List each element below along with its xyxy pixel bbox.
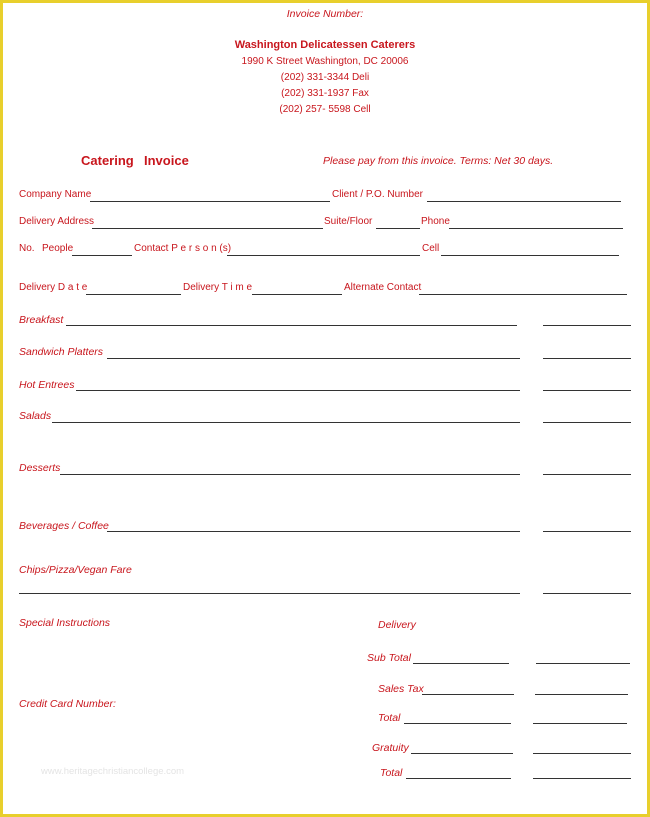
watermark-text: www.heritagechristiancollege.com (41, 766, 185, 777)
phone-deli: (202) 331-3344 Deli (280, 72, 370, 83)
item-desserts-line[interactable] (60, 474, 520, 475)
suite-floor-label: Suite/Floor (324, 216, 373, 227)
delivery-time-line[interactable] (252, 294, 342, 295)
item-hot-entrees-label: Hot Entrees (19, 379, 75, 391)
title-invoice: Invoice (144, 153, 189, 168)
sales-tax-line[interactable] (422, 694, 514, 695)
delivery-time-label: Delivery T i m e (183, 282, 253, 293)
contact-person-label: Contact P e r s o n (s) (134, 243, 232, 254)
sub-total-amount-line[interactable] (536, 663, 630, 664)
item-salads-label: Salads (19, 410, 52, 422)
gratuity-amount-line[interactable] (533, 753, 631, 754)
client-po-line[interactable] (427, 201, 621, 202)
no-label: No. (19, 243, 35, 254)
item-beverages-line[interactable] (107, 531, 520, 532)
company-name-heading: Washington Delicatessen Caterers (234, 39, 416, 51)
item-breakfast-amount-line[interactable] (543, 325, 631, 326)
sales-tax-label: Sales Tax (378, 683, 424, 695)
item-chips-pizza-vegan-line[interactable] (19, 593, 520, 594)
final-total-label: Total (380, 767, 403, 779)
people-line[interactable] (72, 255, 132, 256)
contact-person-line[interactable] (227, 255, 420, 256)
item-breakfast-label: Breakfast (19, 314, 64, 326)
delivery-date-line[interactable] (86, 294, 181, 295)
delivery-date-label: Delivery D a t e (19, 282, 88, 293)
delivery-label: Delivery (378, 619, 416, 631)
sub-total-line[interactable] (413, 663, 509, 664)
payment-terms: Please pay from this invoice. Terms: Net 30 days. (323, 155, 554, 167)
people-label: People (42, 243, 74, 254)
item-sandwich-platters-line[interactable] (107, 358, 520, 359)
title-catering: Catering (81, 153, 134, 168)
total-label: Total (378, 712, 401, 724)
item-desserts-label: Desserts (19, 462, 61, 474)
item-sandwich-platters-label: Sandwich Platters (19, 346, 104, 358)
client-po-label: Client / P.O. Number (332, 189, 423, 200)
item-chips-pizza-vegan-label: Chips/Pizza/Vegan Fare (19, 564, 132, 576)
total-amount-line[interactable] (533, 723, 627, 724)
phone-line[interactable] (449, 228, 623, 229)
item-desserts-amount-line[interactable] (543, 474, 631, 475)
item-sandwich-platters-amount-line[interactable] (543, 358, 631, 359)
item-chips-pizza-vegan-amount-line[interactable] (543, 593, 631, 594)
invoice-number-label: Invoice Number: (286, 8, 364, 20)
total-line[interactable] (404, 723, 511, 724)
alternate-contact-label: Alternate Contact (344, 282, 422, 293)
phone-label: Phone (421, 216, 450, 227)
alternate-contact-line[interactable] (419, 294, 627, 295)
item-hot-entrees-line[interactable] (76, 390, 520, 391)
item-salads-amount-line[interactable] (543, 422, 631, 423)
item-hot-entrees-amount-line[interactable] (543, 390, 631, 391)
delivery-address-line[interactable] (92, 228, 323, 229)
item-beverages-label: Beverages / Coffee (19, 520, 109, 532)
item-breakfast-line[interactable] (66, 325, 517, 326)
sub-total-label: Sub Total (367, 652, 411, 664)
item-beverages-amount-line[interactable] (543, 531, 631, 532)
item-salads-line[interactable] (52, 422, 520, 423)
company-name-line[interactable] (90, 201, 330, 202)
sales-tax-amount-line[interactable] (535, 694, 628, 695)
company-name-label: Company Name (19, 189, 92, 200)
phone-cell: (202) 257- 5598 Cell (279, 104, 371, 115)
gratuity-label: Gratuity (372, 742, 409, 754)
suite-floor-line[interactable] (376, 228, 420, 229)
company-address: 1990 K Street Washington, DC 20006 (241, 56, 409, 67)
cell-line[interactable] (441, 255, 619, 256)
special-instructions-label: Special Instructions (19, 617, 111, 629)
gratuity-line[interactable] (411, 753, 513, 754)
final-total-line[interactable] (406, 778, 511, 779)
delivery-address-label: Delivery Address (19, 216, 95, 227)
cell-label: Cell (422, 243, 440, 254)
credit-card-label: Credit Card Number: (19, 698, 116, 710)
final-total-amount-line[interactable] (533, 778, 631, 779)
phone-fax: (202) 331-1937 Fax (281, 88, 369, 99)
